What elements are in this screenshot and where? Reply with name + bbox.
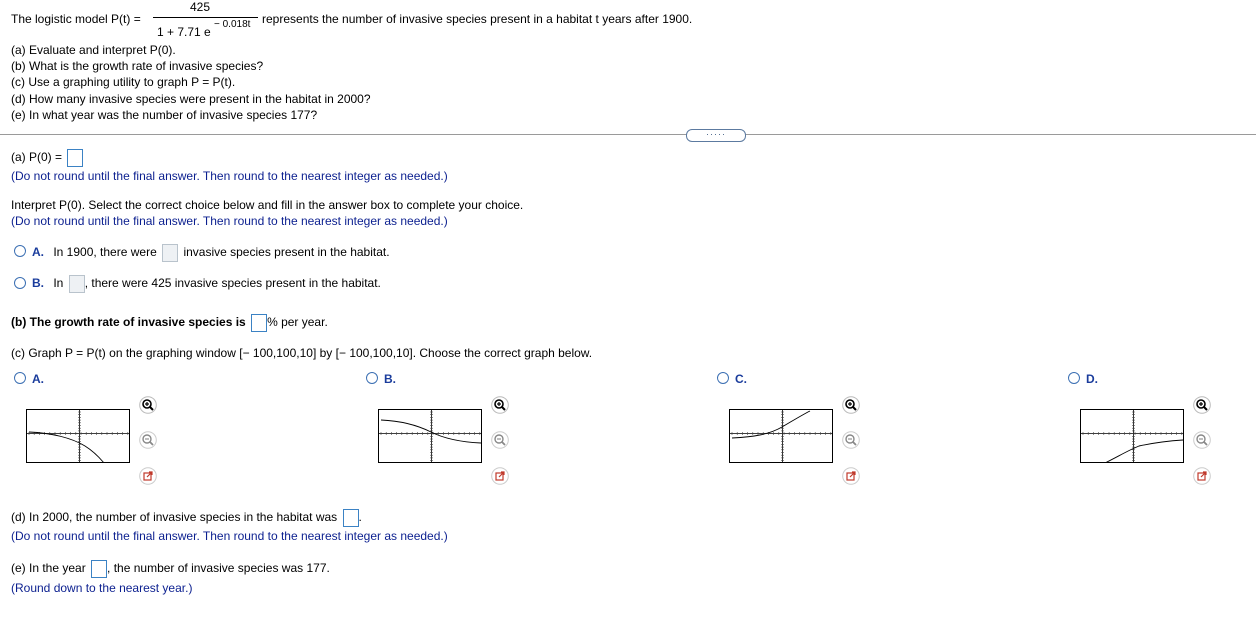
graph-option-b-radio[interactable] bbox=[366, 372, 378, 384]
option-a-letter: A. bbox=[32, 245, 44, 260]
fraction-bar bbox=[153, 17, 258, 18]
option-a-text-before: In 1900, there were bbox=[53, 245, 157, 260]
section-divider bbox=[0, 134, 1256, 135]
graph-option-a-zoom-in-icon[interactable] bbox=[139, 396, 157, 414]
option-b-text-after: , there were 425 invasive species present in the habitat. bbox=[84, 276, 381, 291]
graph-option-d-thumbnail[interactable] bbox=[1080, 409, 1184, 463]
option-b-answer-box[interactable] bbox=[69, 275, 85, 293]
formula-numerator: 425 bbox=[190, 0, 211, 14]
graph-option-a-label: A. bbox=[32, 372, 44, 386]
part-a-hint: (Do not round until the final answer. Then round to the nearest integer as needed.) bbox=[11, 169, 448, 183]
graph-option-b-label: B. bbox=[384, 372, 396, 386]
graph-option-b-zoom-out-icon[interactable] bbox=[491, 431, 509, 449]
part-list-e: (e) In what year was the number of invasive species 177? bbox=[11, 108, 318, 122]
graph-option-c-zoom-out-icon[interactable] bbox=[842, 431, 860, 449]
part-d-text-before: (d) In 2000, the number of invasive species in the habitat was bbox=[11, 510, 338, 525]
graph-option-b-thumbnail[interactable] bbox=[378, 409, 482, 463]
logistic-curve bbox=[29, 432, 104, 462]
graph-option-c-open-new-window-icon[interactable] bbox=[842, 467, 860, 485]
more-button[interactable]: ····· bbox=[686, 129, 746, 142]
part-b-text-after: % per year. bbox=[267, 315, 328, 330]
graph-option-b-open-new-window-icon[interactable] bbox=[491, 467, 509, 485]
growth-rate-answer-box[interactable] bbox=[251, 314, 267, 332]
graph-option-d-label: D. bbox=[1086, 372, 1098, 386]
part-c-prompt: (c) Graph P = P(t) on the graphing window [− 100,100,10] by [− 100,100,10]. Choose the correct graph below. bbox=[11, 346, 593, 360]
graph-option-a-radio[interactable] bbox=[14, 372, 26, 384]
part-d-text-after: . bbox=[358, 510, 362, 525]
graph-option-a-thumbnail[interactable] bbox=[26, 409, 130, 463]
part-e-hint: (Round down to the nearest year.) bbox=[11, 581, 193, 595]
logistic-curve bbox=[381, 420, 481, 443]
graph-option-d-open-new-window-icon[interactable] bbox=[1193, 467, 1211, 485]
option-b-text-before: In bbox=[53, 276, 64, 291]
p0-answer-box[interactable] bbox=[67, 149, 83, 167]
option-a-text-after: invasive species present in the habitat. bbox=[183, 245, 390, 260]
formula-exponent: − 0.018t bbox=[214, 19, 251, 30]
part-e-text-after: , the number of invasive species was 177. bbox=[107, 561, 330, 576]
option-a-radio[interactable] bbox=[14, 245, 26, 257]
option-a bbox=[32, 244, 390, 262]
part-d bbox=[11, 509, 362, 527]
part-a-question bbox=[11, 149, 83, 167]
interpret-hint: (Do not round until the final answer. Then round to the nearest integer as needed.) bbox=[11, 214, 448, 228]
graph-option-d-zoom-out-icon[interactable] bbox=[1193, 431, 1211, 449]
intro-suffix: represents the number of invasive species present in a habitat t years after 1900. bbox=[262, 12, 693, 26]
graph-option-c-thumbnail[interactable] bbox=[729, 409, 833, 463]
part-d-hint: (Do not round until the final answer. Then round to the nearest integer as needed.) bbox=[11, 529, 448, 543]
interpret-prompt: Interpret P(0). Select the correct choice below and fill in the answer box to complete your choice. bbox=[11, 198, 524, 212]
year-177-answer-box[interactable] bbox=[91, 560, 107, 578]
part-list-d: (d) How many invasive species were present in the habitat in 2000? bbox=[11, 92, 371, 106]
option-b-radio[interactable] bbox=[14, 277, 26, 289]
option-b bbox=[32, 275, 381, 293]
part-b bbox=[11, 314, 328, 332]
graph-option-d-radio[interactable] bbox=[1068, 372, 1080, 384]
formula-denominator: 1 + 7.71 e bbox=[157, 25, 211, 39]
graph-option-a-open-new-window-icon[interactable] bbox=[139, 467, 157, 485]
part-list-c: (c) Use a graphing utility to graph P = P(t). bbox=[11, 75, 236, 89]
intro-prefix: The logistic model P(t) = bbox=[11, 12, 141, 26]
part-a-label: (a) P(0) = bbox=[11, 150, 63, 165]
graph-option-c-radio[interactable] bbox=[717, 372, 729, 384]
logistic-curve bbox=[732, 411, 810, 438]
graph-option-d-zoom-in-icon[interactable] bbox=[1193, 396, 1211, 414]
part-list-a: (a) Evaluate and interpret P(0). bbox=[11, 43, 176, 57]
graph-option-c-label: C. bbox=[735, 372, 747, 386]
graph-option-c-zoom-in-icon[interactable] bbox=[842, 396, 860, 414]
year-2000-answer-box[interactable] bbox=[343, 509, 359, 527]
option-b-letter: B. bbox=[32, 276, 44, 291]
part-b-text-before: (b) The growth rate of invasive species is bbox=[11, 315, 246, 330]
part-e bbox=[11, 560, 330, 578]
part-e-text-before: (e) In the year bbox=[11, 561, 86, 576]
logistic-curve bbox=[1105, 440, 1183, 462]
option-a-answer-box[interactable] bbox=[162, 244, 178, 262]
part-list-b: (b) What is the growth rate of invasive species? bbox=[11, 59, 264, 73]
graph-option-a-zoom-out-icon[interactable] bbox=[139, 431, 157, 449]
graph-option-b-zoom-in-icon[interactable] bbox=[491, 396, 509, 414]
